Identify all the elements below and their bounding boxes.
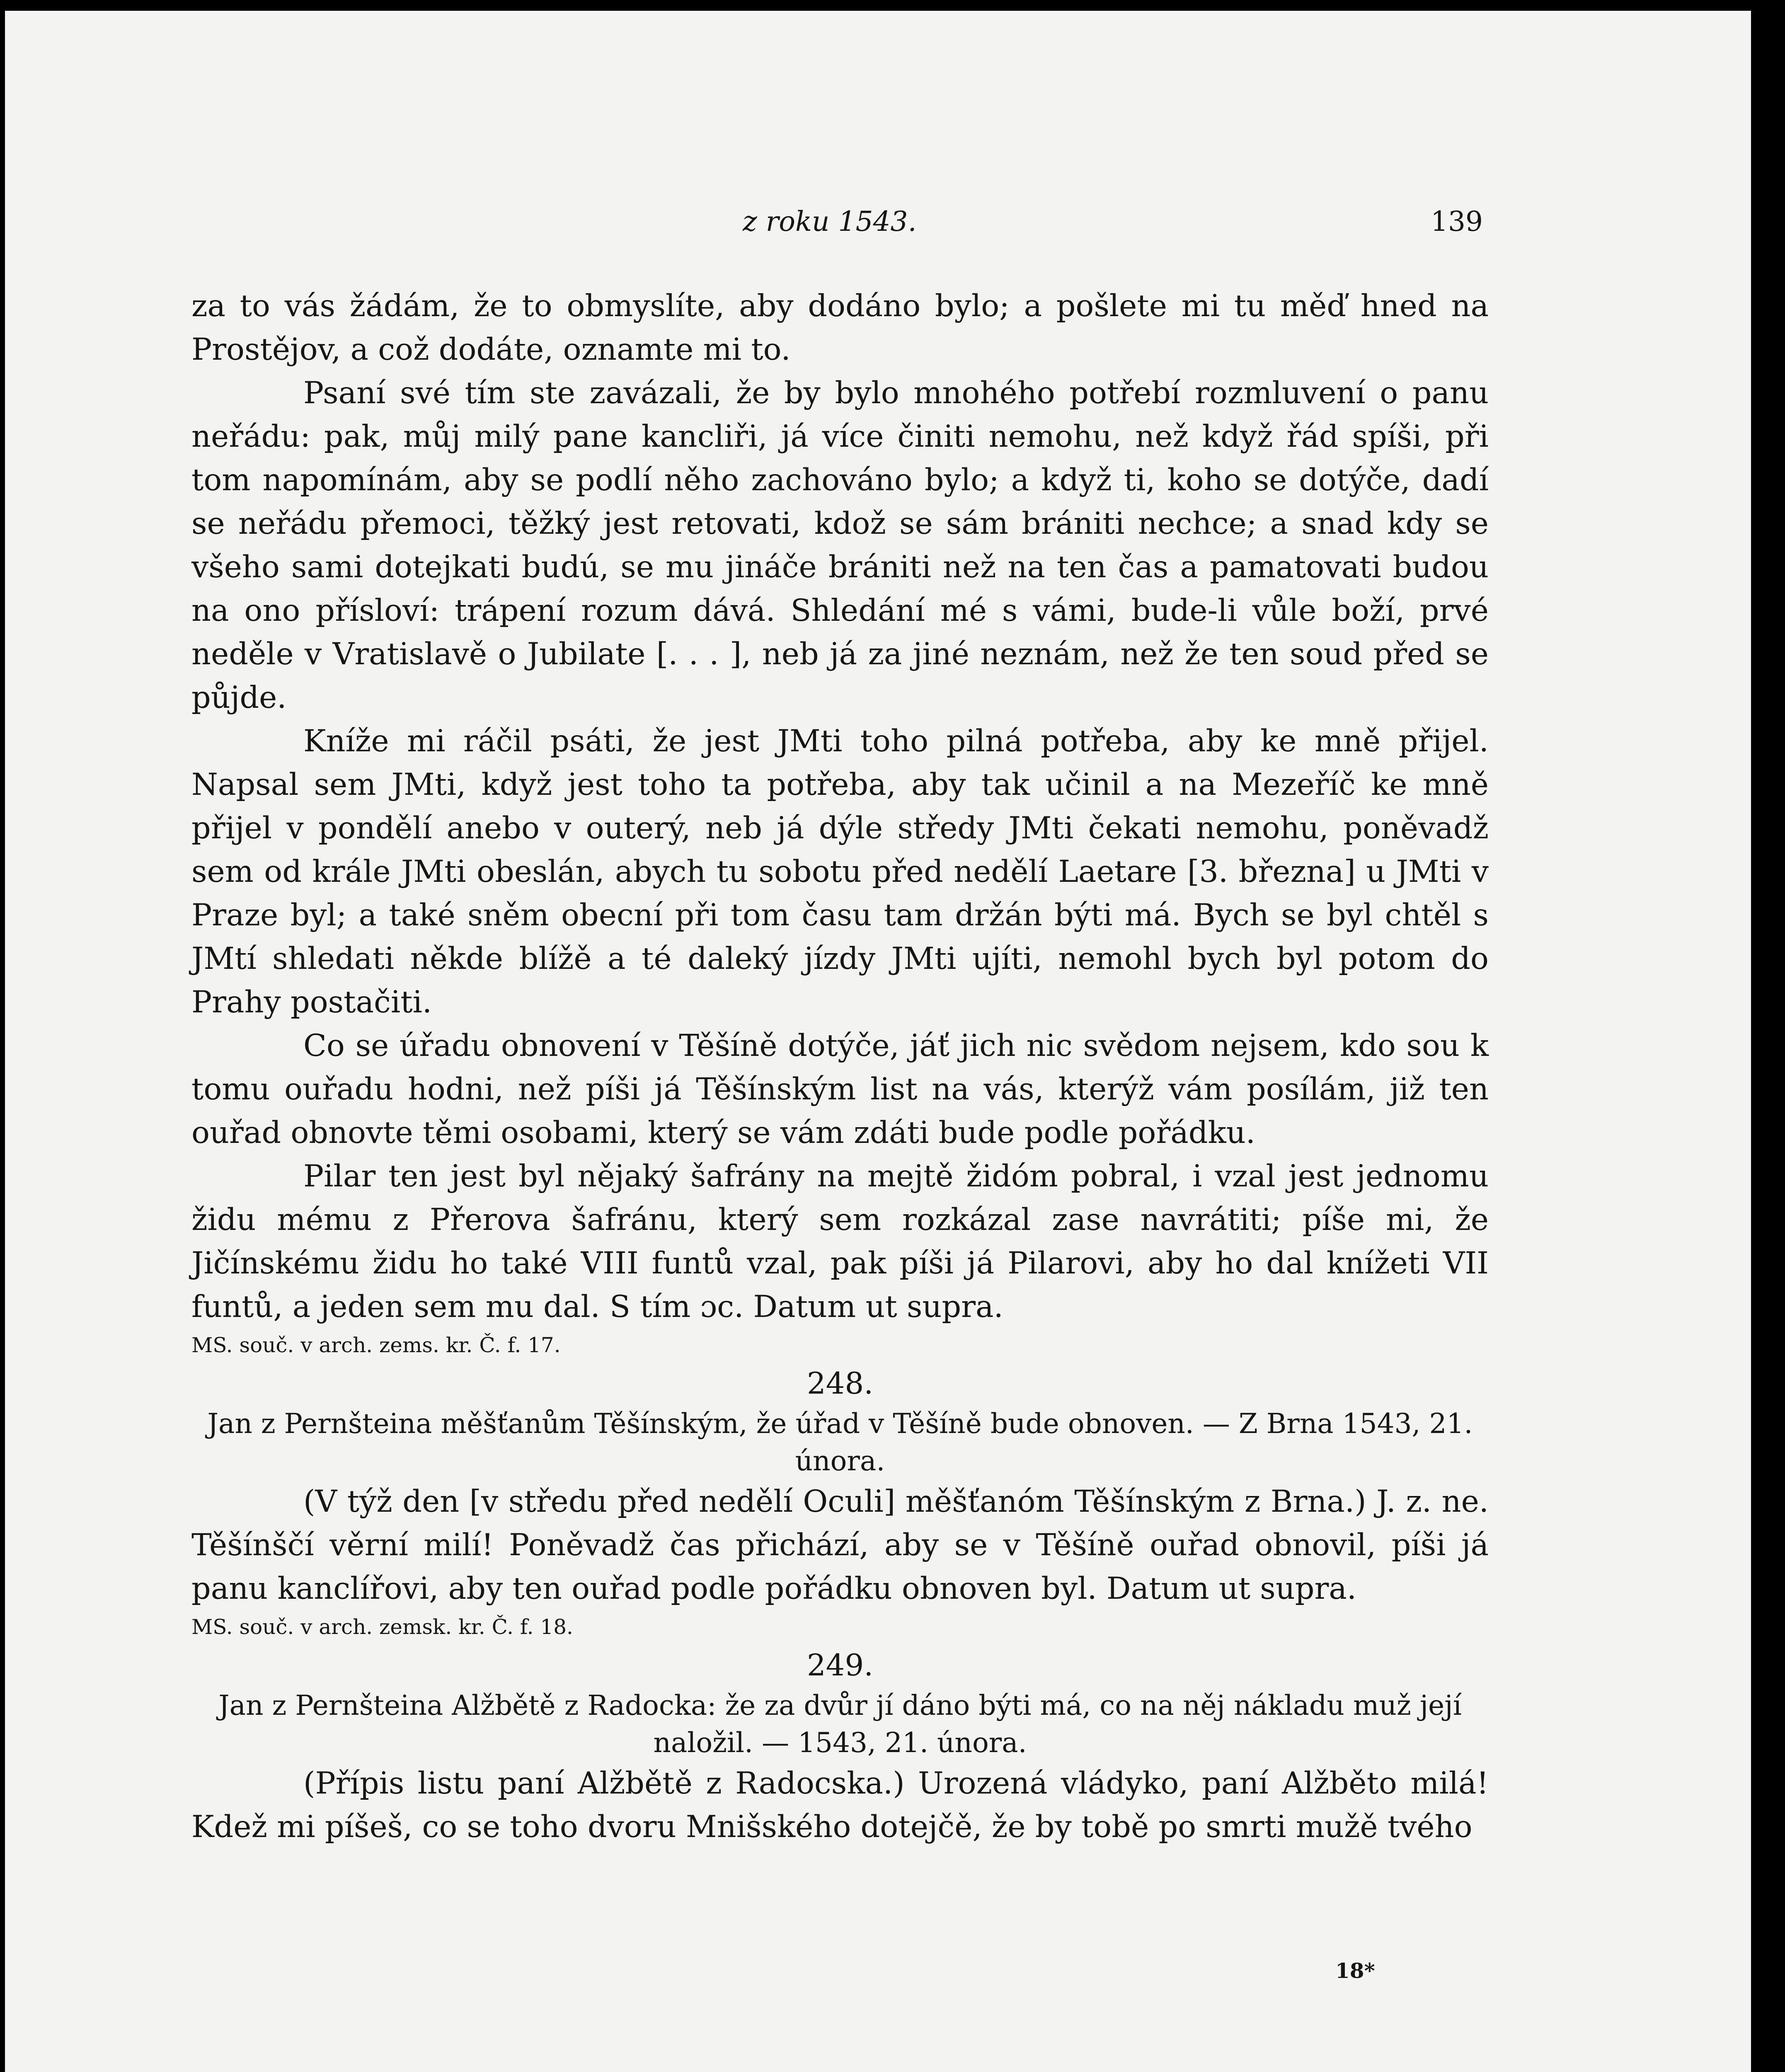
running-head: z roku 1543. [743, 206, 917, 237]
paragraph-4: Co se úřadu obnovení v Těšíně dotýče, jáť jich nic svědom nejsem, kdo sou k tomu ouřadu hodni, než píši já Těšínským list na vás, kterýž vám posílám, již ten ouřad obnovte těmi osobami, který se vám zdáti bude podle pořádku. [191, 1028, 1489, 1150]
source-note-1: MS. souč. v arch. zems. kr. Č. f. 17. [191, 1333, 561, 1357]
document-number-249: 249. [807, 1648, 874, 1682]
paragraph-1: za to vás žádám, že to obmyslíte, aby dodáno bylo; a pošlete mi tu měď hned na Prostějov, a což dodáte, oznamte mi to. [191, 288, 1489, 367]
signature-mark: 18* [1335, 1958, 1375, 1983]
paragraph-2: Psaní své tím ste zavázali, že by bylo mnohého potřebí rozmluvení o panu neřádu: pak, můj milý pane kancliři, já více činiti nemohu, než když řád spíši, při tom napomínám, aby se podlí něho zachováno bylo; a když ti, koho se dotýče, dadí se neřádu přemoci, těžký jest retovati, kdož se sám brániti nechce; a snad kdy se všeho sami dotejkati budú, se mu jináče brániti než na ten čas a pamatovati budou na ono přísloví: trápení rozum dává. Shledání mé s vámi, bude-li vůle boží, prvé neděle v Vratislavě o Jubilate [. . . ], neb já za jiné neznám, než že ten soud před se půjde. [191, 375, 1489, 715]
source-note-248: MS. souč. v arch. zemsk. kr. Č. f. 18. [191, 1615, 573, 1639]
document-number-248: 248. [807, 1366, 874, 1401]
page-number: 139 [1431, 206, 1483, 237]
regest-249: Jan z Pernšteina Alžbětě z Radocka: že za dvůr jí dáno býti má, co na něj nákladu muž její naložil. — 1543, 21. února. [218, 1690, 1462, 1759]
page-header [5, 206, 1751, 251]
document-text-249: (Přípis listu paní Alžbětě z Radocska.) Urozená vládyko, paní Alžběto milá! Kdež mi píšeš, co se toho dvoru Mnišského dotejčě, že by tobě po smrti mužě tvého [191, 1766, 1489, 1844]
regest-248: Jan z Pernšteina měšťanům Těšínským, že úřad v Těšíně bude obnoven. — Z Brna 1543, 21. února. [207, 1408, 1473, 1477]
book-page [5, 11, 1751, 2072]
document-text-248: (V týž den [v středu před nedělí Oculi] měšťanóm Těšínským z Brna.) J. z. ne. Těšínščí věrní milí! Poněvadž čas přichází, aby se v Těšíně ouřad obnovil, píši já panu kanclířovi, aby ten ouřad podle pořádku obnoven byl. Datum ut supra. [191, 1484, 1489, 1606]
paragraph-3: Kníže mi ráčil psáti, že jest JMti toho pilná potřeba, aby ke mně přijel. Napsal sem JMti, když jest toho ta potřeba, aby tak učinil a na Mezeříč ke mně přijel v pondělí anebo v outerý, neb já dýle středy JMti čekati nemohu, poněvadž sem od krále JMti obeslán, abych tu sobotu před nedělí Laetare [3. března] u JMti v Praze byl; a také sněm obecní při tom času tam držán býti má. Bych se byl chtěl s JMtí shledati někde blížě a té daleký jízdy JMti ujíti, nemohl bych byl potom do Prahy postačiti. [191, 724, 1489, 1020]
paragraph-5: Pilar ten jest byl nějaký šafrány na mejtě židóm pobral, i vzal jest jednomu židu mému z Přerova šafránu, který sem rozkázal zase navrátiti; píše mi, že Jičínskému židu ho také VIII funtů vzal, pak píši já Pilarovi, aby ho dal knížeti VII funtů, a jeden sem mu dal. S tím ɔc. Datum ut supra. [191, 1159, 1489, 1324]
text-column [191, 284, 1489, 1849]
